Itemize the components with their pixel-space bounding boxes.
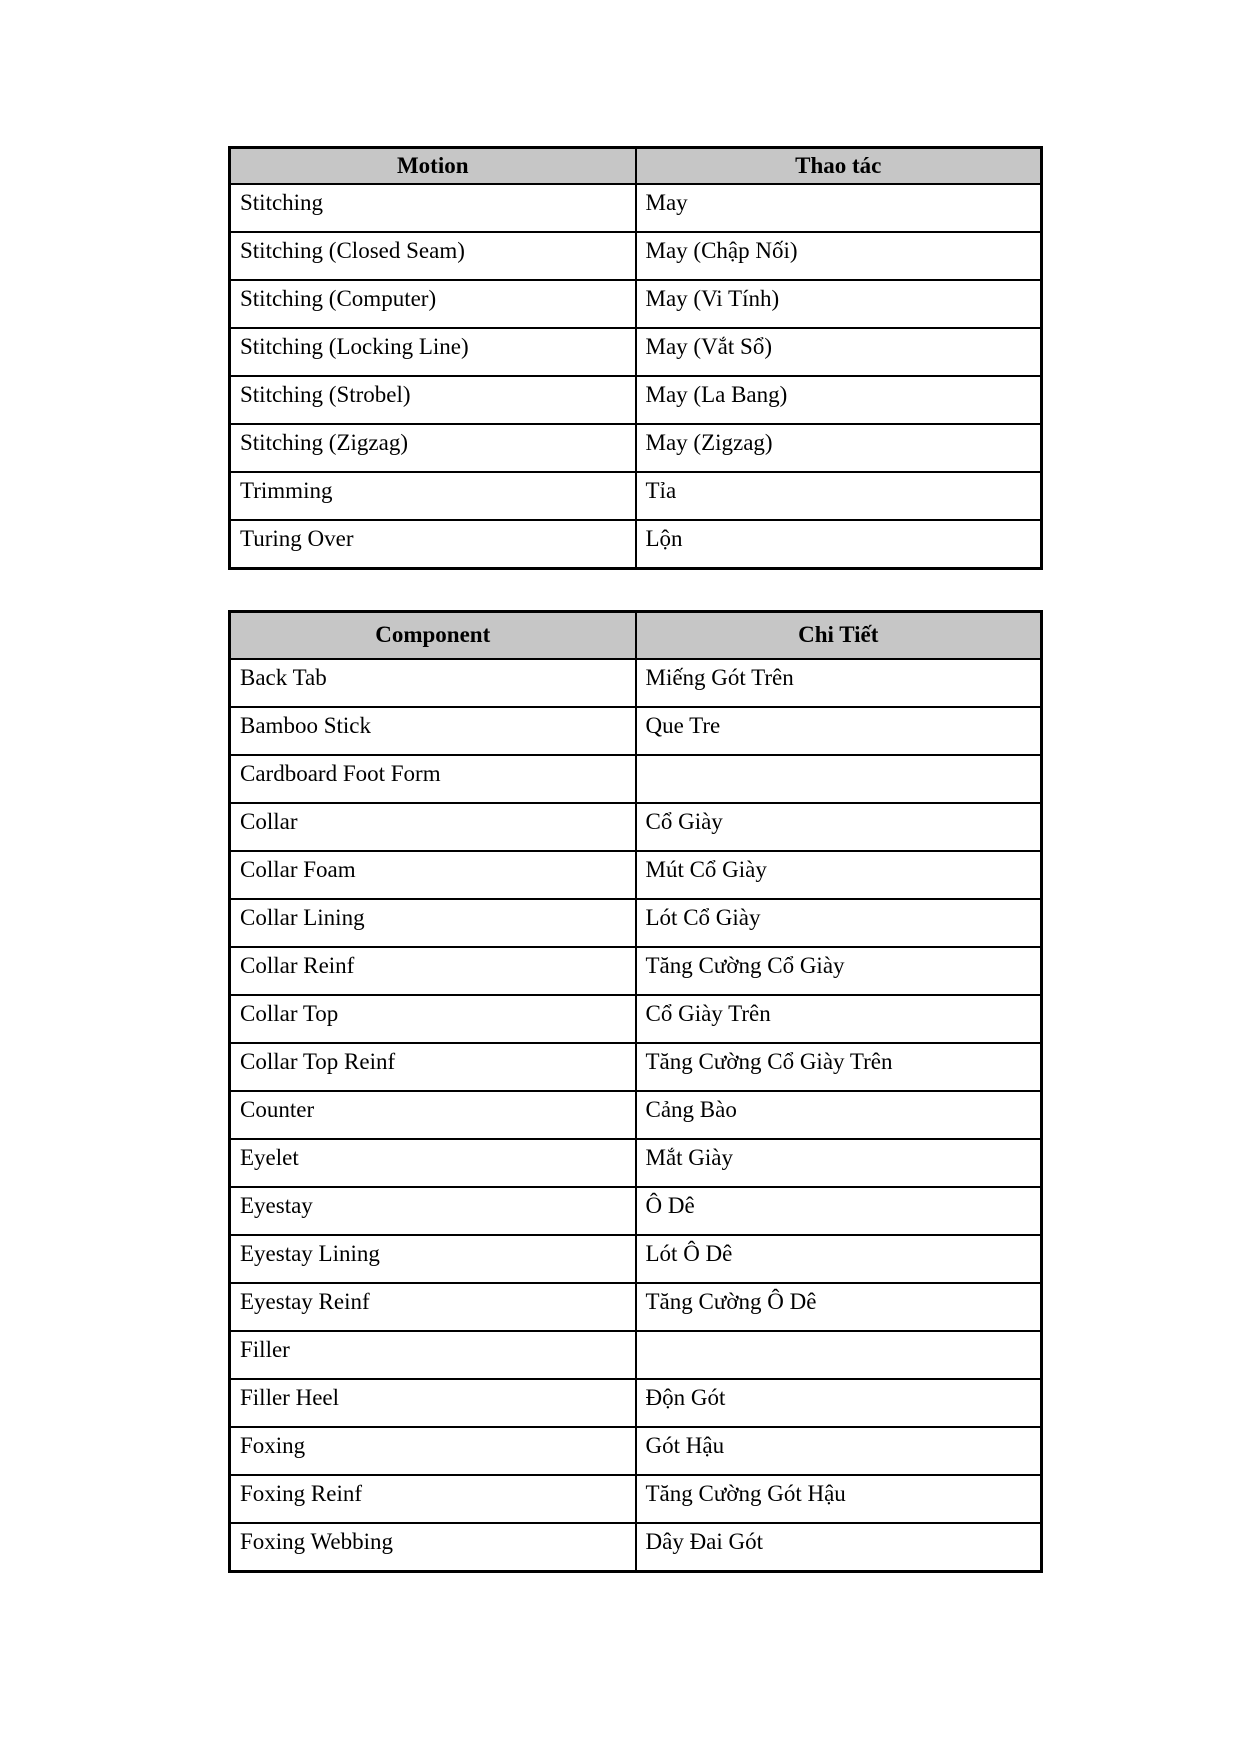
cell-vietnamese-term: Que Tre xyxy=(636,707,1042,755)
cell-vietnamese-term: Lót Ô Dê xyxy=(636,1235,1042,1283)
table-row xyxy=(230,1187,1042,1235)
cell-vietnamese-term: Tỉa xyxy=(636,472,1042,520)
component-table-header-vietnamese: Chi Tiết xyxy=(636,612,1042,659)
cell-vietnamese-term xyxy=(636,755,1042,803)
cell-english-term: Trimming xyxy=(230,472,636,520)
cell-vietnamese-term: Độn Gót xyxy=(636,1379,1042,1427)
cell-vietnamese-term: Lộn xyxy=(636,520,1042,569)
cell-english-term: Collar Reinf xyxy=(230,947,636,995)
cell-vietnamese-term: Ô Dê xyxy=(636,1187,1042,1235)
cell-english-term: Collar Lining xyxy=(230,899,636,947)
motion-table-header-english: Motion xyxy=(230,148,636,185)
cell-english-term: Stitching (Locking Line) xyxy=(230,328,636,376)
table-row xyxy=(230,232,1042,280)
table-row xyxy=(230,1427,1042,1475)
cell-english-term: Turing Over xyxy=(230,520,636,569)
table-row xyxy=(230,1139,1042,1187)
cell-vietnamese-term: Tăng Cường Cổ Giày Trên xyxy=(636,1043,1042,1091)
table-row xyxy=(230,755,1042,803)
motion-table-header-row xyxy=(230,148,1042,185)
cell-vietnamese-term: Gót Hậu xyxy=(636,1427,1042,1475)
cell-vietnamese-term: Miếng Gót Trên xyxy=(636,659,1042,707)
cell-english-term: Foxing Reinf xyxy=(230,1475,636,1523)
table-row xyxy=(230,1235,1042,1283)
cell-vietnamese-term: Cổ Giày Trên xyxy=(636,995,1042,1043)
cell-english-term: Stitching (Closed Seam) xyxy=(230,232,636,280)
cell-english-term: Eyestay xyxy=(230,1187,636,1235)
cell-vietnamese-term: May (Vi Tính) xyxy=(636,280,1042,328)
table-row xyxy=(230,803,1042,851)
cell-english-term: Eyelet xyxy=(230,1139,636,1187)
table-row xyxy=(230,1091,1042,1139)
table-row xyxy=(230,659,1042,707)
cell-english-term: Eyestay Reinf xyxy=(230,1283,636,1331)
cell-vietnamese-term: Mút Cổ Giày xyxy=(636,851,1042,899)
cell-vietnamese-term xyxy=(636,1331,1042,1379)
table-row xyxy=(230,851,1042,899)
table-row xyxy=(230,376,1042,424)
table-row xyxy=(230,328,1042,376)
cell-vietnamese-term: Cổ Giày xyxy=(636,803,1042,851)
cell-english-term: Stitching xyxy=(230,184,636,232)
table-row xyxy=(230,1283,1042,1331)
cell-vietnamese-term: May (Zigzag) xyxy=(636,424,1042,472)
table-row xyxy=(230,280,1042,328)
cell-english-term: Back Tab xyxy=(230,659,636,707)
cell-english-term: Collar Top xyxy=(230,995,636,1043)
cell-english-term: Stitching (Strobel) xyxy=(230,376,636,424)
table-row xyxy=(230,947,1042,995)
cell-vietnamese-term: Tăng Cường Gót Hậu xyxy=(636,1475,1042,1523)
table-row xyxy=(230,424,1042,472)
table-row xyxy=(230,520,1042,569)
cell-vietnamese-term: Cảng Bào xyxy=(636,1091,1042,1139)
cell-english-term: Collar Top Reinf xyxy=(230,1043,636,1091)
motion-table xyxy=(228,146,1043,570)
table-row xyxy=(230,1043,1042,1091)
table-row xyxy=(230,707,1042,755)
cell-vietnamese-term: Dây Đai Gót xyxy=(636,1523,1042,1572)
cell-vietnamese-term: Lót Cổ Giày xyxy=(636,899,1042,947)
table-row xyxy=(230,472,1042,520)
motion-table-header-vietnamese: Thao tác xyxy=(636,148,1042,185)
cell-english-term: Foxing Webbing xyxy=(230,1523,636,1572)
cell-english-term: Foxing xyxy=(230,1427,636,1475)
cell-vietnamese-term: May xyxy=(636,184,1042,232)
table-row xyxy=(230,1523,1042,1572)
component-table-header-english: Component xyxy=(230,612,636,659)
cell-vietnamese-term: Tăng Cường Ô Dê xyxy=(636,1283,1042,1331)
table-row xyxy=(230,1475,1042,1523)
component-table-header-row xyxy=(230,612,1042,659)
cell-english-term: Bamboo Stick xyxy=(230,707,636,755)
cell-vietnamese-term: May (Chập Nối) xyxy=(636,232,1042,280)
cell-vietnamese-term: Tăng Cường Cổ Giày xyxy=(636,947,1042,995)
cell-vietnamese-term: May (Vắt Sổ) xyxy=(636,328,1042,376)
table-row xyxy=(230,995,1042,1043)
cell-english-term: Filler xyxy=(230,1331,636,1379)
cell-english-term: Cardboard Foot Form xyxy=(230,755,636,803)
component-table xyxy=(228,610,1043,1573)
cell-english-term: Eyestay Lining xyxy=(230,1235,636,1283)
cell-english-term: Collar Foam xyxy=(230,851,636,899)
cell-vietnamese-term: May (La Bang) xyxy=(636,376,1042,424)
cell-vietnamese-term: Mắt Giày xyxy=(636,1139,1042,1187)
cell-english-term: Filler Heel xyxy=(230,1379,636,1427)
table-row xyxy=(230,899,1042,947)
cell-english-term: Stitching (Computer) xyxy=(230,280,636,328)
table-row xyxy=(230,1331,1042,1379)
cell-english-term: Stitching (Zigzag) xyxy=(230,424,636,472)
table-row xyxy=(230,184,1042,232)
cell-english-term: Collar xyxy=(230,803,636,851)
cell-english-term: Counter xyxy=(230,1091,636,1139)
table-row xyxy=(230,1379,1042,1427)
